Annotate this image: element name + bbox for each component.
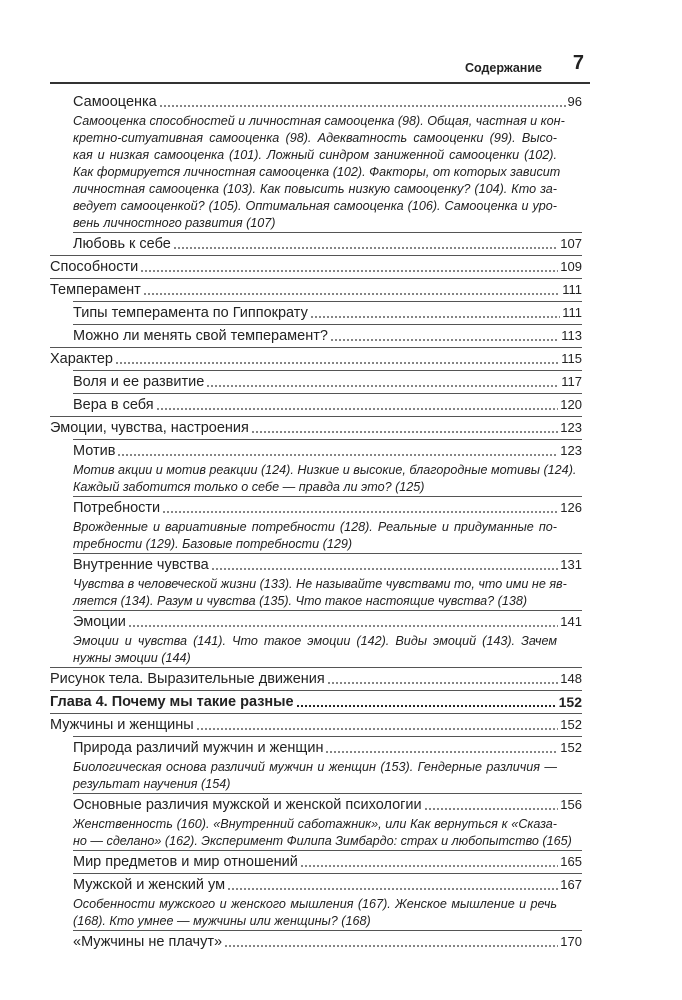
toc-entry[interactable] — [73, 393, 582, 416]
subtopics-line: Врожденные и вариативные потребности (128). Реальные и придуманные по- — [73, 520, 557, 534]
toc-entry[interactable] — [50, 416, 582, 439]
subtopics-line: но — сделано» (162). Эксперимент Филипа Зимбардо: страх и любопытство (165) — [73, 834, 572, 848]
subtopics-line: (168). Кто умнее — мужчины или женщины? (168) — [73, 914, 371, 928]
dot-leader — [327, 671, 559, 685]
toc-entry-row[interactable] — [73, 325, 582, 347]
toc-entry-page: 167 — [560, 877, 582, 892]
toc-entry-subtopics — [73, 519, 557, 553]
toc-entry-row[interactable] — [73, 91, 582, 113]
toc-entry-row[interactable] — [73, 371, 582, 393]
toc-entry-page: 165 — [560, 854, 582, 869]
dot-leader — [206, 374, 559, 388]
dot-leader — [173, 236, 559, 250]
toc-entry[interactable] — [73, 610, 582, 667]
toc-entry[interactable] — [73, 930, 582, 953]
dot-leader — [424, 797, 559, 811]
toc-entry-row[interactable] — [73, 302, 582, 324]
toc-entry-title: Темперамент — [50, 282, 141, 298]
running-header-title: Содержание — [464, 61, 542, 75]
toc-entry-title: Потребности — [73, 500, 161, 516]
toc-entry-title: Любовь к себе — [73, 236, 171, 252]
toc-entry-title: Самооценка — [73, 94, 157, 110]
toc-entry-page: 115 — [561, 351, 582, 366]
dot-leader — [115, 351, 559, 365]
toc-entry-page: 131 — [560, 557, 582, 572]
toc-entry-row[interactable] — [50, 714, 582, 736]
toc-entry-page: 123 — [560, 443, 582, 458]
dot-leader — [159, 94, 566, 108]
toc-entry-page: 152 — [560, 717, 582, 732]
toc-entry-title: Характер — [50, 351, 113, 367]
dot-leader — [128, 614, 559, 628]
subtopics-line: Женственность (160). «Внутренний саботажник», или Как вернуться к «Сказа- — [73, 817, 557, 831]
toc-entry[interactable] — [73, 850, 582, 873]
toc-entry-page: 120 — [560, 397, 582, 412]
toc-entry-title: Воля и ее развитие — [73, 374, 205, 390]
subtopics-line: личностная самооценка (103). Как повысить низкую самооценку? (104). Кто за- — [73, 182, 557, 196]
toc-entry-title: Вера в себя — [73, 397, 154, 413]
toc-entry[interactable] — [73, 553, 582, 610]
toc-entry-row[interactable] — [50, 256, 582, 278]
toc-entry-subtopics — [73, 759, 557, 793]
toc-entry-title: Внутренние чувства — [73, 557, 209, 573]
dot-leader — [300, 854, 558, 868]
toc-entry[interactable] — [50, 255, 582, 278]
toc-entry-title: Мотив — [73, 443, 116, 459]
toc-entry-page: 170 — [560, 934, 582, 949]
toc-entry-subtopics — [73, 633, 557, 667]
toc-entry-title: Способности — [50, 259, 139, 275]
toc-entry-row[interactable] — [50, 348, 582, 370]
toc-entry-page: 152 — [560, 740, 582, 755]
toc-entry[interactable] — [73, 232, 582, 255]
toc-entry-row[interactable] — [50, 417, 582, 439]
toc-entry-row[interactable] — [73, 497, 582, 519]
chapter-heading[interactable] — [50, 691, 582, 713]
toc-entry-subtopics — [73, 462, 577, 496]
toc-entry[interactable] — [73, 91, 582, 232]
toc-entry-title: Эмоции, чувства, настроения — [50, 420, 249, 436]
dot-leader — [140, 259, 558, 273]
table-of-contents — [0, 91, 682, 953]
toc-entry-page: 126 — [560, 500, 582, 515]
toc-entry-title: Мужчины и женщины — [50, 717, 194, 733]
toc-entry-title: Можно ли менять свой темперамент? — [73, 328, 328, 344]
subtopics-line: требности (129). Базовые потребности (129) — [73, 537, 353, 551]
toc-entry[interactable] — [73, 496, 582, 553]
subtopics-line: ведует самооценкой? (105). Оптимальная самооценка (106). Самооценка и уро- — [73, 199, 557, 213]
dot-leader — [310, 305, 560, 319]
subtopics-line: Чувства в человеческой жизни (133). Не называйте чувствами то, что ими не яв- — [73, 577, 567, 591]
toc-entry[interactable] — [73, 324, 582, 347]
toc-entry-title: Рисунок тела. Выразительные движения — [50, 671, 325, 687]
toc-entry-row[interactable] — [73, 394, 582, 416]
toc-entry-page: 141 — [560, 614, 582, 629]
toc-entry-page: 96 — [567, 94, 582, 109]
subtopics-line: Мотив акции и мотив реакции (124). Низкие и высокие, благородные мотивы (124). — [73, 463, 577, 477]
dot-leader — [211, 557, 559, 571]
toc-entry-subtopics — [73, 816, 572, 850]
subtopics-line: Каждый заботится только о себе — правда ли это? (125) — [73, 480, 425, 494]
toc-entry-title: Мир предметов и мир отношений — [73, 854, 298, 870]
dot-leader — [196, 717, 559, 731]
toc-entry-row[interactable] — [73, 794, 582, 816]
toc-entry-page: 111 — [562, 305, 582, 320]
toc-entry[interactable] — [73, 736, 582, 793]
toc-entry-title: Основные различия мужской и женской психологии — [73, 797, 422, 813]
toc-entry[interactable] — [73, 301, 582, 324]
toc-entry-title: Мужской и женский ум — [73, 877, 226, 893]
page-number: 7 — [572, 52, 584, 74]
subtopics-line: вень личностного развития (107) — [73, 216, 276, 230]
toc-entry-row[interactable] — [50, 668, 582, 690]
toc-entry-page: 113 — [561, 328, 582, 343]
toc-entry-page: 156 — [560, 797, 582, 812]
toc-entry[interactable] — [73, 793, 582, 850]
toc-entry[interactable] — [73, 370, 582, 393]
toc-entry[interactable] — [73, 873, 582, 930]
dot-leader — [330, 328, 559, 342]
toc-entry-page: 152 — [558, 694, 582, 710]
subtopics-line: кретно-ситуативная самооценка (98). Адекватность самооценки (99). Высо- — [73, 131, 557, 145]
toc-entry-row[interactable] — [73, 931, 582, 953]
dot-leader — [227, 877, 558, 891]
toc-entry[interactable] — [50, 347, 582, 370]
toc-entry-row[interactable] — [73, 874, 582, 896]
dot-leader — [117, 443, 558, 457]
toc-entry-title: Эмоции — [73, 614, 126, 630]
toc-entry-page: 107 — [560, 236, 582, 251]
toc-entry-row[interactable] — [73, 737, 582, 759]
toc-entry-row[interactable] — [73, 611, 582, 633]
toc-entry-page: 111 — [562, 282, 582, 297]
toc-entry-page: 123 — [560, 420, 582, 435]
toc-entry-title: Глава 4. Почему мы такие разные — [50, 694, 294, 710]
dot-leader — [224, 934, 558, 948]
running-header — [50, 52, 590, 84]
toc-entry[interactable] — [50, 667, 582, 690]
dot-leader — [156, 397, 559, 411]
toc-entry[interactable] — [73, 439, 582, 496]
toc-entry-subtopics — [73, 576, 567, 610]
subtopics-line: результат научения (154) — [73, 777, 231, 791]
subtopics-line: ляется (134). Разум и чувства (135). Что такое настоящие чувства? (138) — [73, 594, 528, 608]
dot-leader — [296, 694, 557, 708]
subtopics-line: нужны эмоции (144) — [73, 651, 191, 665]
dot-leader — [162, 500, 558, 514]
toc-entry-subtopics — [73, 896, 557, 930]
dot-leader — [251, 420, 558, 434]
toc-entry-row[interactable] — [73, 233, 582, 255]
toc-entry[interactable] — [50, 713, 582, 736]
toc-entry-page: 109 — [560, 259, 582, 274]
subtopics-line: Особенности мужского и женского мышления (167). Женское мышление и речь — [73, 897, 557, 911]
toc-entry-title: «Мужчины не плачут» — [73, 934, 223, 950]
subtopics-line: Биологическая основа различий мужчин и женщин (153). Гендерные различия — — [73, 760, 557, 774]
toc-entry-row[interactable] — [73, 440, 582, 462]
toc-entry-title: Природа различий мужчин и женщин — [73, 740, 324, 756]
subtopics-line: Как формируется личностная самооценка (102). Факторы, от которых зависит — [73, 165, 561, 179]
toc-entry[interactable] — [50, 278, 582, 301]
toc-entry-page: 148 — [560, 671, 582, 686]
toc-entry[interactable] — [50, 690, 582, 713]
toc-entry-title: Типы темперамента по Гиппократу — [73, 305, 308, 321]
toc-entry-row[interactable] — [50, 279, 582, 301]
subtopics-line: Самооценка способностей и личностная самооценка (98). Общая, частная и кон- — [73, 114, 565, 128]
toc-entry-row[interactable] — [73, 851, 582, 873]
subtopics-line: Эмоции и чувства (141). Что такое эмоции (142). Виды эмоций (143). Зачем — [73, 634, 557, 648]
toc-entry-subtopics — [73, 113, 565, 232]
dot-leader — [325, 740, 558, 754]
toc-entry-row[interactable] — [73, 554, 582, 576]
toc-entry-page: 117 — [561, 374, 582, 389]
subtopics-line: кая и низкая самооценка (101). Ложный синдром заниженной самооценки (102). — [73, 148, 557, 162]
dot-leader — [143, 282, 560, 296]
